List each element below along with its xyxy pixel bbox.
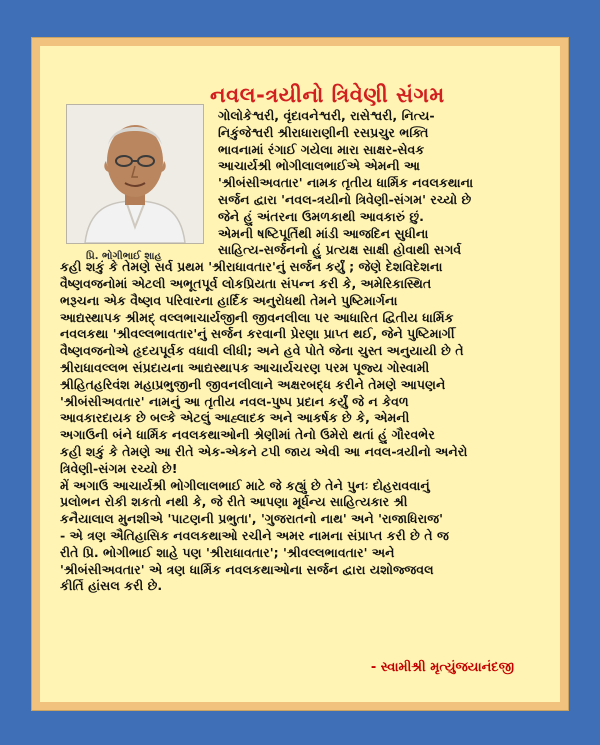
- body-line: આવકારદાયક છે બલ્કે એટલું આહ્લાદક અને આકર્ષક છે કે, એમની: [60, 410, 410, 426]
- body-line: શ્રીહિતહરિવંશ મહાપ્રભુજીની જીવનલીલાને અક્ષરબદ્ધ કરીને તેમણે આપણને: [60, 376, 446, 392]
- article-body: [60, 108, 544, 595]
- signature: - સ્વામીશ્રી મૃત્યુંજયાનંદજી: [370, 660, 514, 675]
- body-line: અગાઉની બંને ધાર્મિક નવલકથાઓની શ્રેણીમાં તેનો ઉમેરો થતાં હું ગૌરવભેર: [60, 427, 435, 443]
- body-line: કહી શકું કે તેમણે આ રીતે એક-એકને ટપી જાય એવી આ નવલ-ત્રયીનો અનેરો: [60, 443, 468, 459]
- body-line: કીર્તિ હાંસલ કરી છે.: [60, 578, 163, 594]
- body-line: ત્રિવેણી-સંગમ રચ્યો છે!: [60, 460, 178, 476]
- body-line: ભાવનામાં રંગાઈ ગયેલા મારા સાક્ષર-સેવક: [218, 141, 425, 157]
- body-line: 'શ્રીબંસીઅવતાર' નામનું આ તૃતીય નવલ-પુષ્પ પ્રદાન કર્યું જે ન કેવળ: [60, 393, 409, 409]
- body-line: 'શ્રીબંસીઅવતાર' એ ત્રણ ધાર્મિક નવલકથાઓના સર્જન દ્વારા યશોજ્જવલ: [60, 561, 434, 577]
- body-line: પ્રલોભન રોકી શકતો નથી કે, જે રીતે આપણા મૂર્ધન્ય સાહિત્યકાર શ્રી: [60, 494, 408, 510]
- body-line: - એ ત્રણ ઐતિહાસિક નવલકથાઓ રચીને અમર નામના સંપ્રાપ્ત કરી છે તે જ: [60, 527, 449, 543]
- body-line: રીતે પ્રિ. ભોગીભાઈ શાહે પણ 'શ્રીરાધાવતાર'; 'શ્રીવલ્લભાવતાર' અને: [60, 544, 395, 560]
- body-line: આચાર્યશ્રી ભોગીલાલભાઈએ એમની આ: [218, 158, 421, 174]
- body-line: વૈષ્ણવજનોમાં એટલી અભૂતપૂર્વ લોકપ્રિયતા સંપન્ન કરી કે, અમેરિકાસ્થિત: [60, 275, 432, 291]
- body-line: શ્રીરાધાવલ્લભ સંપ્રદાયના આદ્યસ્થાપક આચાર્યચરણ પરમ પૂજ્ય ગોસ્વામી: [60, 359, 430, 375]
- body-line: 'શ્રીબંસીઅવતાર' નામક તૃતીય ધાર્મિક નવલકથાના: [218, 175, 474, 191]
- article-title: નવલ-ત્રયીનો ત્રિવેણી સંગમ: [210, 83, 445, 107]
- body-line: મેં અગાઉ આચાર્યશ્રી ભોગીલાલભાઈ માટે જે કહ્યું છે તેને પુનઃ દોહરાવવાનું: [60, 477, 430, 493]
- body-line: વૈષ્ણવજનોએ હૃદયપૂર્વક વધાવી લીધી; અને હવે પોતે જેના ચુસ્ત અનુયાયી છે તે: [60, 343, 464, 359]
- body-line: નવલકથા 'શ્રીવલ્લભાવતાર'નું સર્જન કરવાની પ્રેરણા પ્રાપ્ત થઈ, જેને પુષ્ટિમાર્ગી: [60, 326, 455, 342]
- body-line: સાહિત્ય-સર્જનનો હું પ્રત્યક્ષ સાક્ષી હોવાથી સગર્વ: [218, 242, 462, 258]
- body-line: ભરૂચના એક વૈષ્ણવ પરિવારના હાર્દિક અનુરોધથી તેમને પુષ્ટિમાર્ગના: [60, 292, 398, 308]
- body-line: એમની ષષ્ટિપૂર્તિથી માંડી આજદિન સુધીના: [218, 225, 429, 241]
- body-line: નિકુંજેશ્વરી શ્રીરાધારાણીની રસપ્રચુર ભક્તિ: [218, 124, 429, 140]
- body-line: જેને હું અંતરના ઉમળકાથી આવકારું છું.: [218, 208, 424, 224]
- body-line: સર્જન દ્વારા 'નવલ-ત્રયીનો ત્રિવેણી-સંગમ' રચ્યો છે: [218, 191, 472, 207]
- photo-caption: પ્રિ. ભોગીભાઈ શાહ: [86, 251, 162, 262]
- body-line: આદ્યસ્થાપક શ્રીમદ્ વલ્લભાચાર્યજીની જીવનલીલા પર આધારિત દ્વિતીય ધાર્મિક: [60, 309, 454, 325]
- body-line: કનૈયાલાલ મુનશીએ 'પાટણની પ્રભુતા', 'ગુજરાતનો નાથ' અને 'રાજાધિરાજ': [60, 511, 443, 527]
- body-line: ગોલોકેશ્વરી, વૃંદાવનેશ્વરી, રાસેશ્વરી, નિત્ય-: [218, 108, 435, 123]
- body-line: કહી શકું કે તેમણે સર્વ પ્રથમ 'શ્રીરાધાવતાર'નું સર્જન કર્યું ; જેણે દેશવિદેશના: [60, 259, 443, 275]
